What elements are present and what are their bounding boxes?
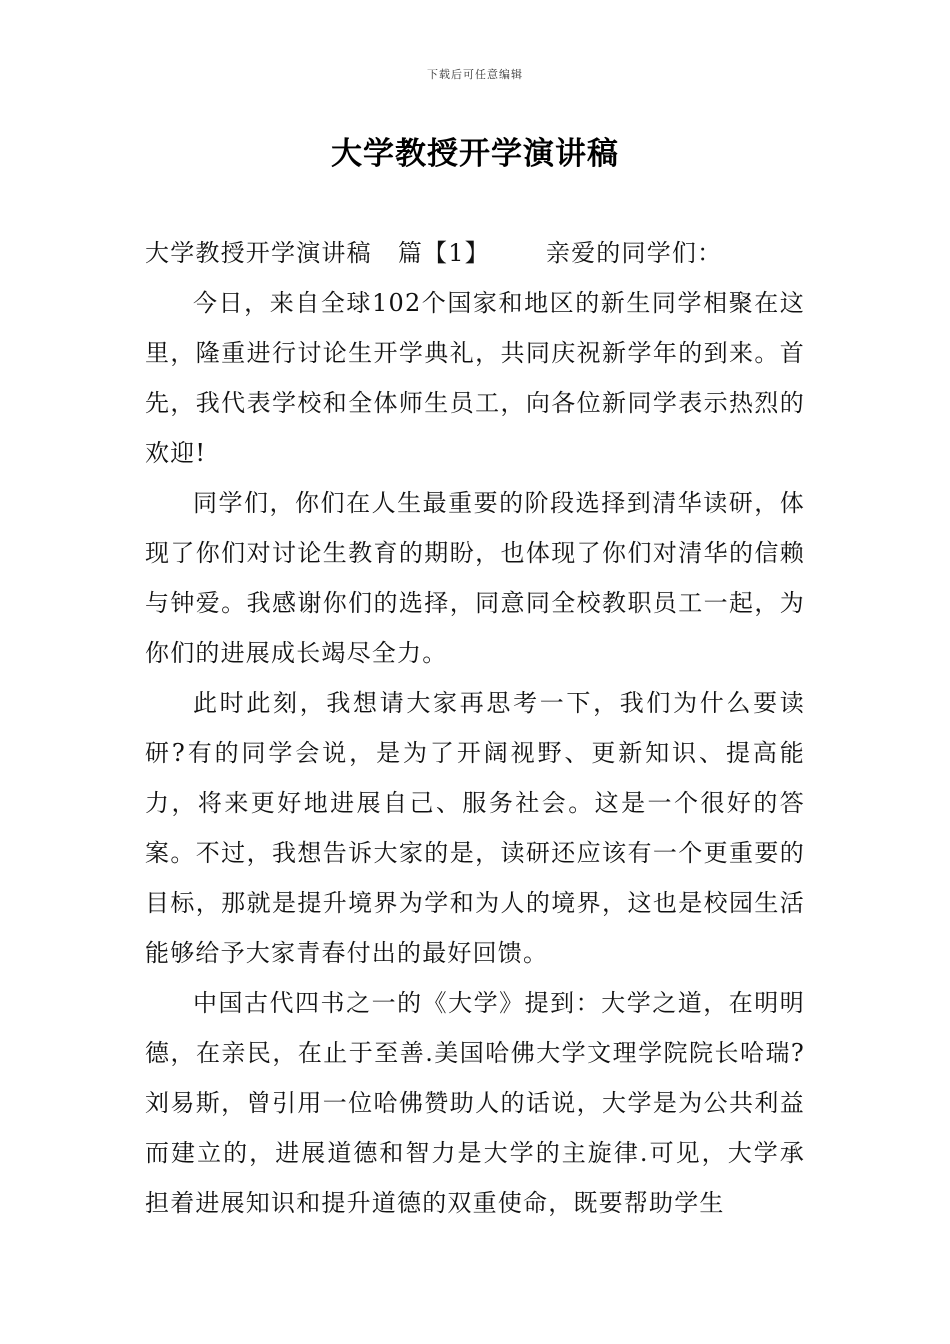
intro-greeting: 亲爱的同学们：: [545, 239, 723, 267]
intro-subtitle: 大学教授开学演讲稿: [145, 239, 372, 267]
paragraph-3: 此时此刻，我想请大家再思考一下，我们为什么要读研?有的同学会说，是为了开阔视野、更新知识、提高能力，将来更好地进展自己、服务社会。这是一个很好的答案。不过，我想告诉大家的是，读研还应该有一个更重要的目标，那就是提升境界为学和为人的境界，这也是校园生活能够给予大家青春付出的最好回馈。: [145, 689, 805, 967]
intro-line: [145, 228, 805, 278]
header-note: 下载后可任意编辑: [427, 68, 523, 81]
intro-section: 篇【1】: [397, 239, 490, 267]
paragraph-1: 今日，来自全球102个国家和地区的新生同学相聚在这里，隆重进行讨论生开学典礼，共同庆祝新学年的到来。首先，我代表学校和全体师生员工，向各位新同学表示热烈的欢迎!: [145, 289, 805, 467]
page-title: 大学教授开学演讲稿: [331, 136, 619, 172]
paragraph-4: 中国古代四书之一的《大学》提到：大学之道，在明明德，在亲民，在止于至善.美国哈佛大学文理学院院长哈瑞?刘易斯，曾引用一位哈佛赞助人的话说，大学是为公共利益而建立的，进展道德和智力是大学的主旋律.可见，大学承担着进展知识和提升道德的双重使命，既要帮助学生: [145, 989, 805, 1217]
paragraph-2: 同学们，你们在人生最重要的阶段选择到清华读研，体现了你们对讨论生教育的期盼，也体现了你们对清华的信赖与钟爱。我感谢你们的选择，同意同全校教职员工一起，为你们的进展成长竭尽全力。: [145, 489, 805, 667]
document-body: [145, 228, 805, 1228]
